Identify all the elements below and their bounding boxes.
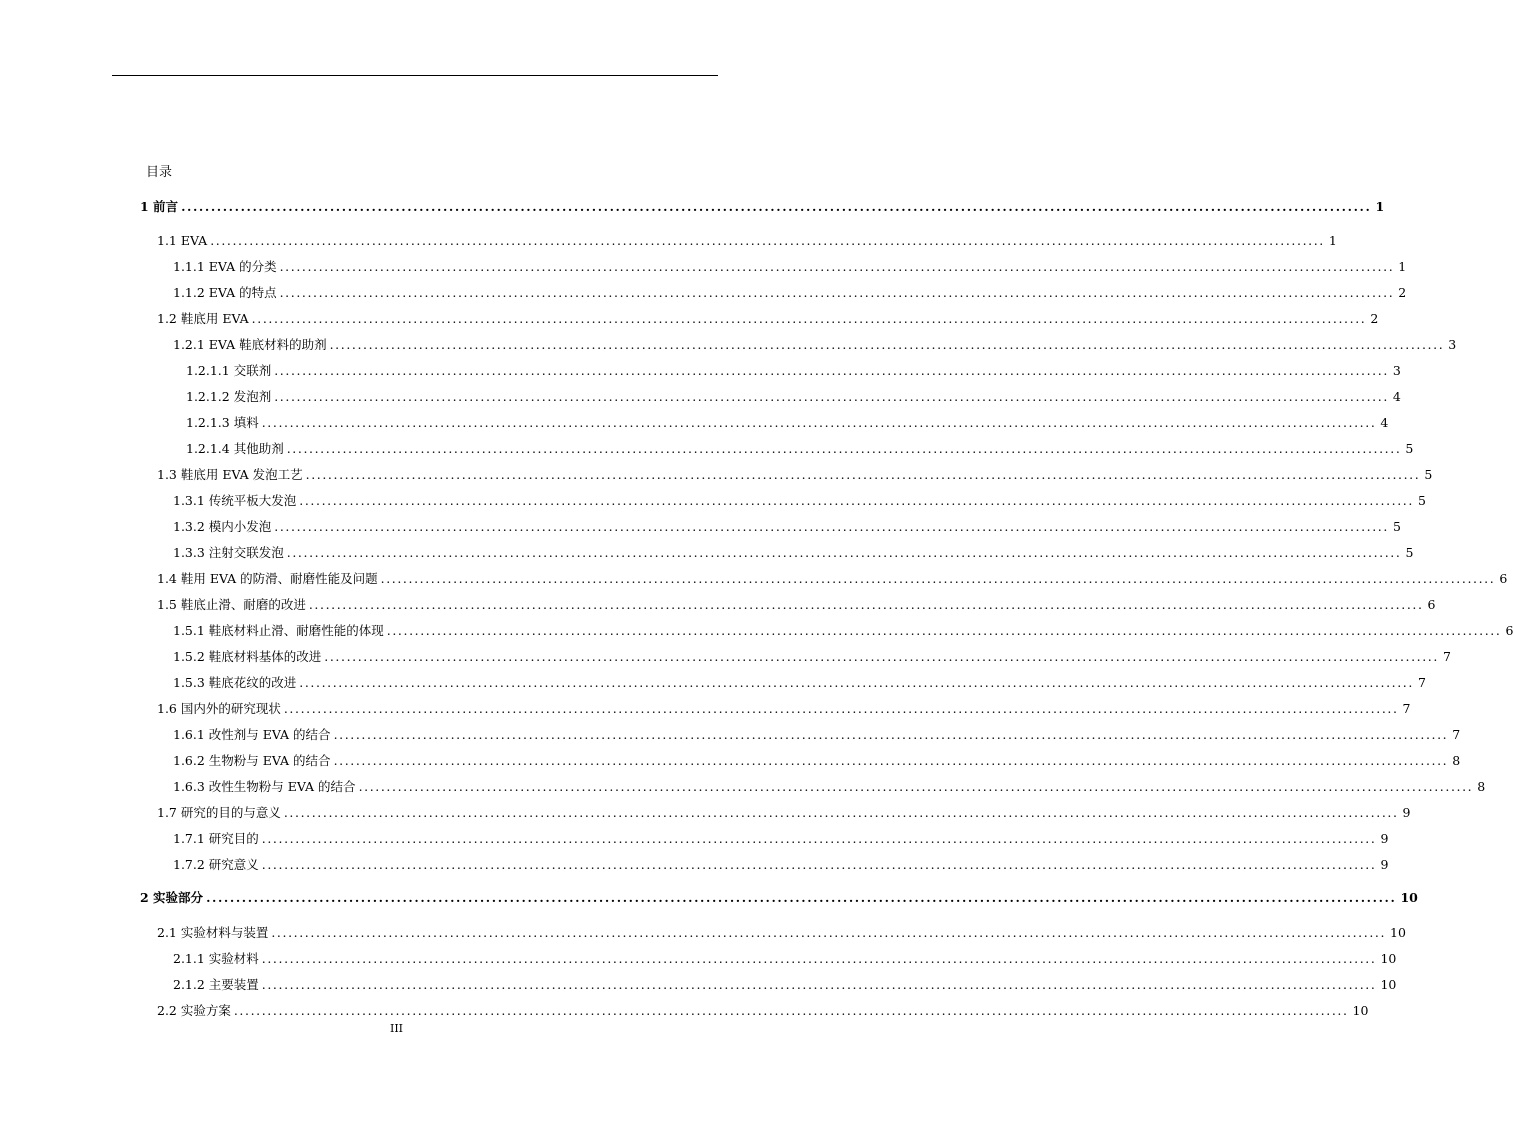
toc-entry[interactable] xyxy=(157,570,1508,588)
toc-entry[interactable] xyxy=(173,258,1407,276)
toc-entry[interactable] xyxy=(173,518,1401,536)
toc-entry-page: 9 xyxy=(1380,831,1389,846)
dot-leader: ........................................................................................................................................................................................................ xyxy=(274,363,1389,378)
toc-entry-page: 9 xyxy=(1380,857,1389,872)
toc-entry[interactable] xyxy=(157,804,1411,822)
toc-entry-label: 1.7 研究的目的与意义 xyxy=(157,805,281,820)
toc-entry[interactable] xyxy=(173,950,1397,968)
toc-entry-page: 7 xyxy=(1442,649,1451,664)
toc-entry[interactable] xyxy=(157,232,1337,250)
toc-entry-label: 1.5.3 鞋底花纹的改进 xyxy=(173,675,297,690)
toc-entry-label: 1.2.1.2 发泡剂 xyxy=(186,389,272,404)
toc-entry-label: 2.2 实验方案 xyxy=(157,1003,231,1018)
toc-entry-label: 1.4 鞋用 EVA 的防滑、耐磨性能及问题 xyxy=(157,571,378,586)
toc-entry-page: 7 xyxy=(1452,727,1461,742)
toc-entry-page: 5 xyxy=(1405,545,1414,560)
dot-leader: ........................................................................................................................................................................................................ xyxy=(333,727,1449,742)
toc-entry[interactable] xyxy=(186,414,1389,432)
toc-entry[interactable] xyxy=(173,336,1457,354)
toc-entry[interactable] xyxy=(186,440,1414,458)
toc-entry-label: 1.6.3 改性生物粉与 EVA 的结合 xyxy=(173,779,356,794)
toc-entry-label: 1.3 鞋底用 EVA 发泡工艺 xyxy=(157,467,303,482)
toc-entry-label: 1.2 鞋底用 EVA xyxy=(157,311,249,326)
dot-leader: ........................................................................................................................................................................................................ xyxy=(386,623,1502,638)
dot-leader: ........................................................................................................................................................................................................ xyxy=(233,1003,1349,1018)
dot-leader: ........................................................................................................................................................................................................ xyxy=(279,259,1395,274)
dot-leader: ........................................................................................................................................................................................................ xyxy=(305,467,1421,482)
page-number: III xyxy=(389,1022,404,1035)
toc-entry[interactable] xyxy=(140,198,1385,216)
toc-entry[interactable] xyxy=(173,830,1389,848)
toc-entry-page: 4 xyxy=(1392,389,1401,404)
toc-entry-label: 2 实验部分 xyxy=(140,890,204,905)
toc-entry[interactable] xyxy=(173,648,1451,666)
toc-entry-label: 1.5.2 鞋底材料基体的改进 xyxy=(173,649,322,664)
dot-leader: ........................................................................................................................................................................................................ xyxy=(329,337,1445,352)
toc-entry-label: 1.1.1 EVA 的分类 xyxy=(173,259,277,274)
toc-entry-page: 8 xyxy=(1452,753,1461,768)
dot-leader: ........................................................................................................................................................................................................ xyxy=(261,415,1377,430)
toc-entry[interactable] xyxy=(173,544,1414,562)
dot-leader: ........................................................................................................................................................................................................ xyxy=(251,311,1367,326)
toc-entry[interactable] xyxy=(157,466,1433,484)
toc-entry-label: 1.6.1 改性剂与 EVA 的结合 xyxy=(173,727,331,742)
toc-entry[interactable] xyxy=(157,700,1411,718)
toc-entry-page: 10 xyxy=(1380,977,1397,992)
toc-entry-page: 3 xyxy=(1392,363,1401,378)
dot-leader: ........................................................................................................................................................................................................ xyxy=(283,701,1399,716)
toc-entry-page: 10 xyxy=(1352,1003,1369,1018)
dot-leader: ........................................................................................................................................................................................................ xyxy=(324,649,1439,664)
dot-leader: ........................................................................................................................................................................................................ xyxy=(283,805,1399,820)
toc-entry-page: 1 xyxy=(1398,259,1407,274)
toc-entry[interactable] xyxy=(173,976,1397,994)
toc-entry-page: 1 xyxy=(1328,233,1337,248)
dot-leader: ........................................................................................................................................................................................................ xyxy=(333,753,1449,768)
toc-entry-page: 4 xyxy=(1380,415,1389,430)
toc-entry-label: 1.2.1.1 交联剂 xyxy=(186,363,272,378)
toc-entry-page: 2 xyxy=(1370,311,1379,326)
dot-leader: ........................................................................................................................................................................................................ xyxy=(299,675,1414,690)
toc-entry-page: 10 xyxy=(1390,925,1406,940)
toc-entry[interactable] xyxy=(173,674,1426,692)
toc-entry-page: 6 xyxy=(1505,623,1513,638)
toc-entry[interactable] xyxy=(140,889,1418,907)
toc-entry-page: 10 xyxy=(1380,951,1397,966)
toc-entry[interactable] xyxy=(173,622,1513,640)
toc-entry[interactable] xyxy=(173,492,1426,510)
toc-entry-label: 1.3.1 传统平板大发泡 xyxy=(173,493,297,508)
toc-entry[interactable] xyxy=(186,388,1401,406)
toc-entry-page: 10 xyxy=(1400,890,1418,905)
toc-entry[interactable] xyxy=(173,284,1407,302)
toc-entry-label: 2.1 实验材料与装置 xyxy=(157,925,269,940)
dot-leader: ........................................................................................................................................................................................................ xyxy=(358,779,1474,794)
toc-entry[interactable] xyxy=(173,752,1461,770)
toc-entry-label: 1.3.3 注射交联发泡 xyxy=(173,545,284,560)
dot-leader: ........................................................................................................................................................................................................ xyxy=(286,441,1402,456)
toc-entry-page: 5 xyxy=(1417,493,1426,508)
toc-entry-page: 1 xyxy=(1375,199,1385,214)
toc-entry-page: 6 xyxy=(1427,597,1436,612)
toc-entry-label: 1.1.2 EVA 的特点 xyxy=(173,285,277,300)
dot-leader: ........................................................................................................................................................................................................ xyxy=(274,519,1389,534)
toc-entry-page: 5 xyxy=(1424,467,1433,482)
toc-entry[interactable] xyxy=(157,924,1406,942)
dot-leader: ........................................................................................................................................................................................................ xyxy=(271,925,1387,940)
toc-entry-label: 1.5 鞋底止滑、耐磨的改进 xyxy=(157,597,306,612)
dot-leader: ........................................................................................................................................................................................................ xyxy=(261,857,1377,872)
toc-entry[interactable] xyxy=(173,856,1389,874)
dot-leader: ........................................................................................................................................................................................................ xyxy=(261,977,1377,992)
toc-entry-label: 1.6 国内外的研究现状 xyxy=(157,701,281,716)
toc-entry-label: 1.2.1.3 填料 xyxy=(186,415,259,430)
toc-entry-label: 2.1.2 主要装置 xyxy=(173,977,259,992)
toc-entry-page: 7 xyxy=(1402,701,1411,716)
toc-entry-label: 1.7.2 研究意义 xyxy=(173,857,259,872)
toc-entry-page: 9 xyxy=(1402,805,1411,820)
dot-leader: ........................................................................................................................................................................................................ xyxy=(286,545,1402,560)
toc-entry-label: 1.3.2 模内小发泡 xyxy=(173,519,272,534)
toc-entry[interactable] xyxy=(173,778,1486,796)
toc-entry-label: 1.2.1.4 其他助剂 xyxy=(186,441,284,456)
toc-entry-label: 2.1.1 实验材料 xyxy=(173,951,259,966)
toc-entry-label: 1.5.1 鞋底材料止滑、耐磨性能的体现 xyxy=(173,623,384,638)
toc-entry-label: 1.1 EVA xyxy=(157,233,208,248)
dot-leader: ........................................................................................................................................................................................................ xyxy=(261,831,1377,846)
toc-entry[interactable] xyxy=(186,362,1401,380)
dot-leader: ........................................................................................................................................................................................................ xyxy=(279,285,1395,300)
toc-entry[interactable] xyxy=(157,310,1379,328)
toc-entry-label: 1.6.2 生物粉与 EVA 的结合 xyxy=(173,753,331,768)
dot-leader: ........................................................................................................................................................................................................ xyxy=(274,389,1389,404)
dot-leader: ........................................................................................................................................................................................................ xyxy=(261,951,1377,966)
toc-entry-label: 1 前言 xyxy=(140,199,179,214)
toc-entry-page: 5 xyxy=(1405,441,1414,456)
toc-entry-page: 8 xyxy=(1477,779,1486,794)
toc-entry[interactable] xyxy=(173,726,1461,744)
toc-entry[interactable] xyxy=(157,596,1436,614)
toc-entry-page: 7 xyxy=(1417,675,1426,690)
dot-leader: ........................................................................................................................................................................................................ xyxy=(206,890,1397,905)
toc-entry-label: 1.2.1 EVA 鞋底材料的助剂 xyxy=(173,337,327,352)
dot-leader: ........................................................................................................................................................................................................ xyxy=(299,493,1414,508)
header-rule xyxy=(112,75,718,76)
toc-entry[interactable] xyxy=(157,1002,1369,1020)
dot-leader: ........................................................................................................................................................................................................ xyxy=(308,597,1424,612)
toc-entry-label: 1.7.1 研究目的 xyxy=(173,831,259,846)
toc-entry-page: 6 xyxy=(1499,571,1508,586)
toc-title: 目录 xyxy=(146,165,173,180)
dot-leader: ........................................................................................................................................................................................................ xyxy=(210,233,1325,248)
toc-entry-page: 2 xyxy=(1398,285,1407,300)
dot-leader: ........................................................................................................................................................................................................ xyxy=(181,199,1372,214)
dot-leader: ........................................................................................................................................................................................................ xyxy=(380,571,1496,586)
toc-entry-page: 3 xyxy=(1448,337,1457,352)
toc-entry-page: 5 xyxy=(1392,519,1401,534)
